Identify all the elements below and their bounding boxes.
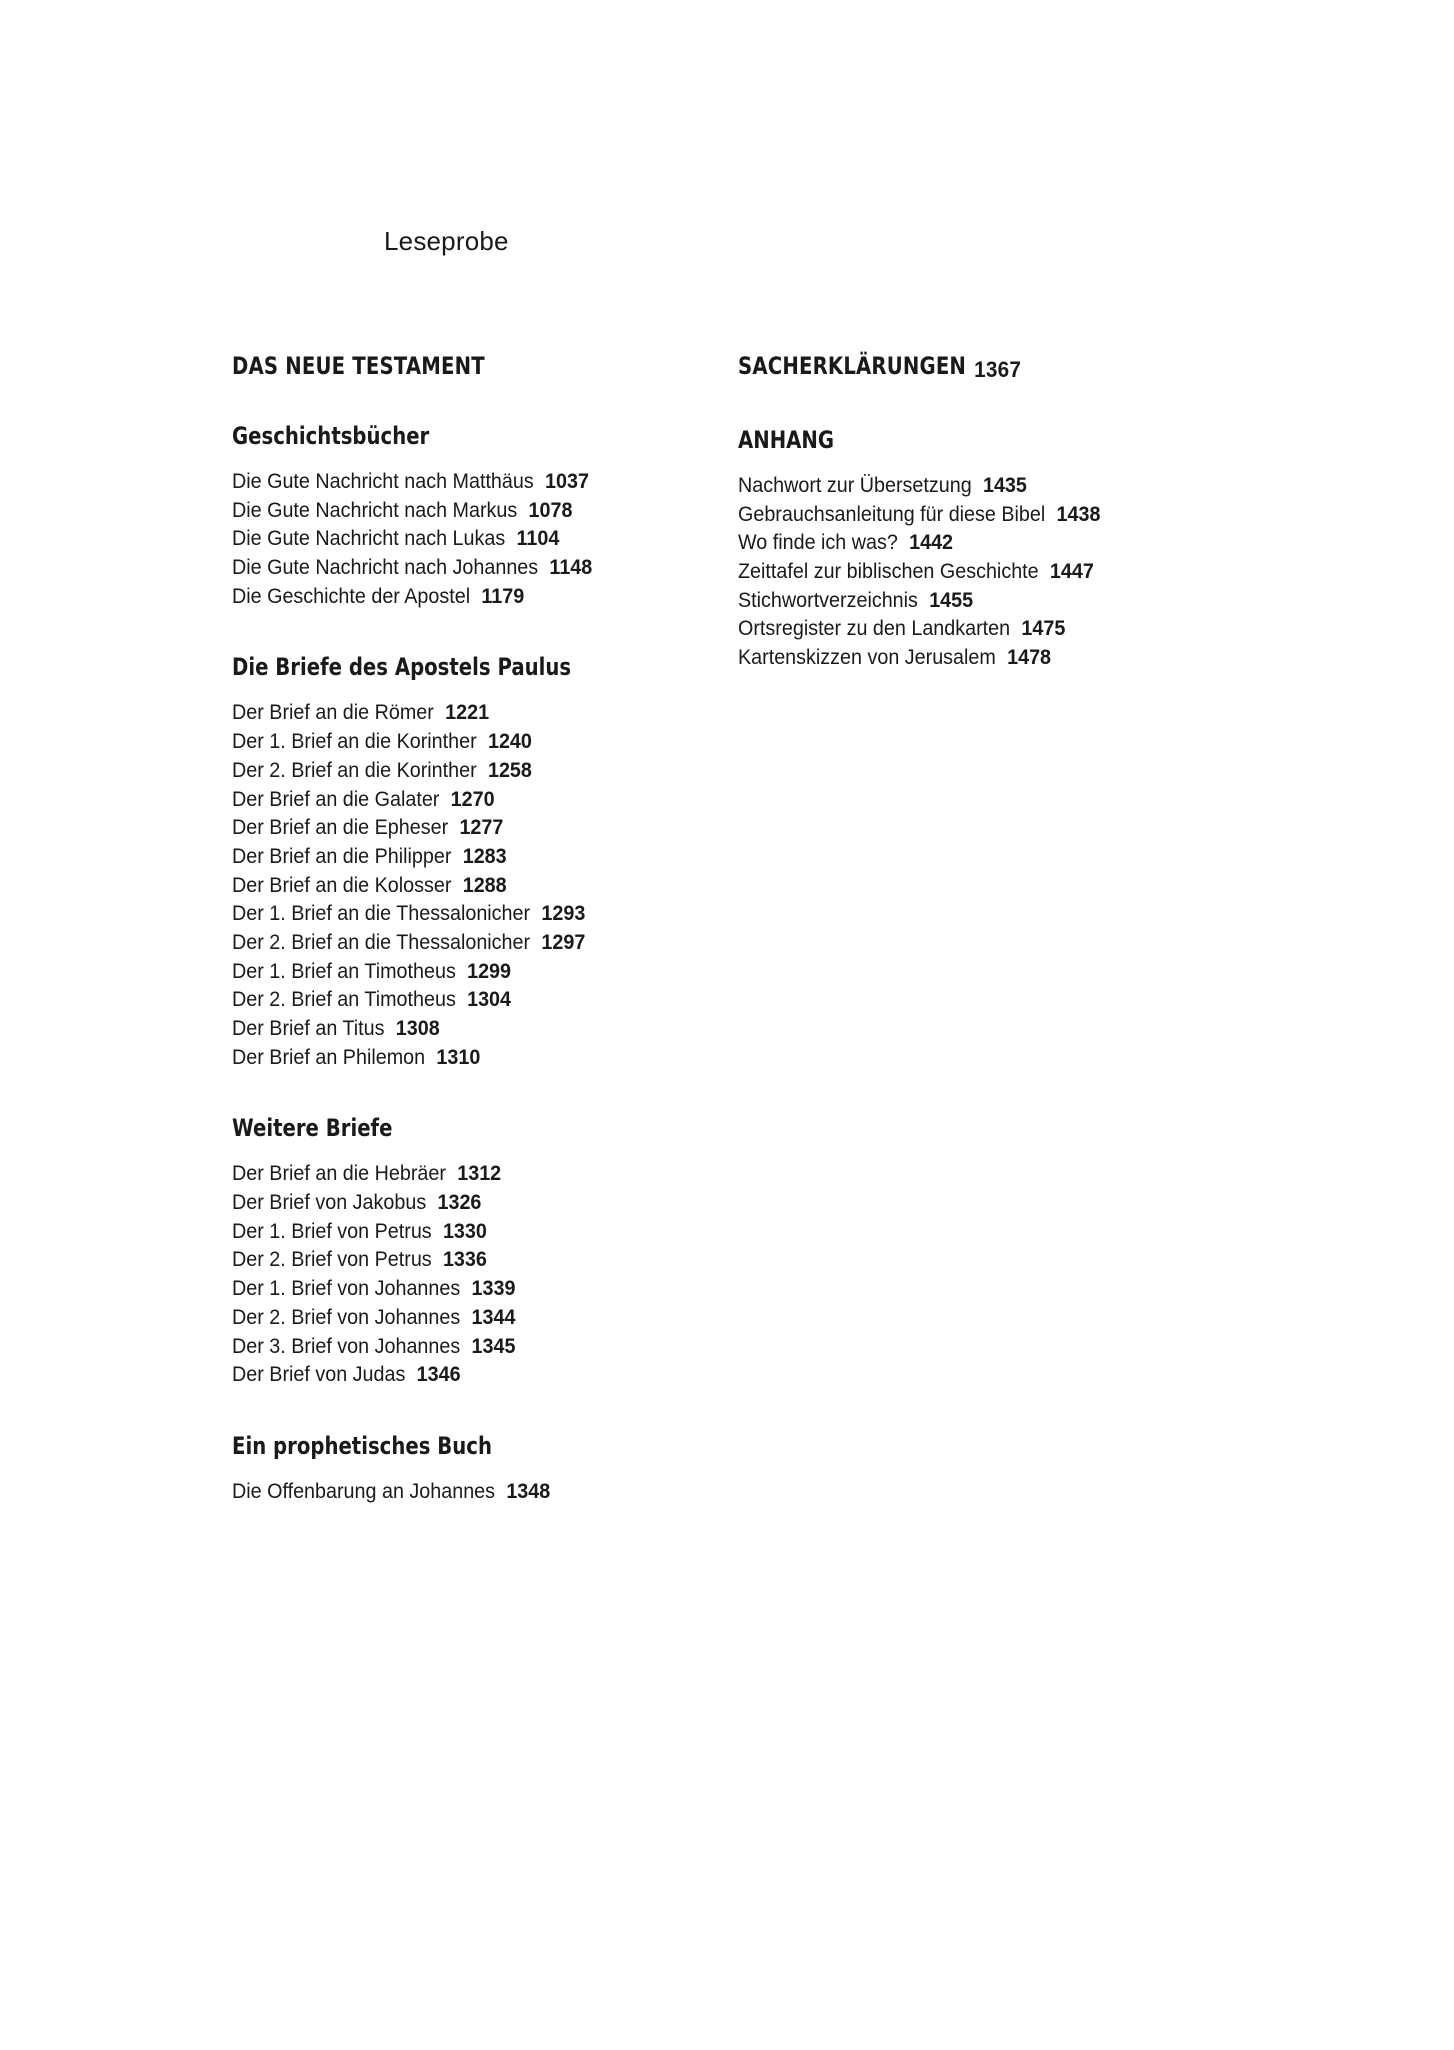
entry-title: Der 2. Brief an Timotheus [232,988,456,1012]
entry-title: Der Brief an die Galater [232,787,440,811]
entry-title: Der 1. Brief von Petrus [232,1219,432,1243]
entry-page-number: 1346 [416,1363,461,1387]
toc-entry[interactable] [738,587,1227,616]
entry-page-number: 1475 [1021,617,1066,641]
toc-section [232,1108,702,1390]
entry-title: Der 2. Brief von Petrus [232,1248,432,1272]
entry-page-number: 1037 [545,470,589,493]
entry-title: Die Gute Nachricht nach Markus [232,498,518,522]
entry-title: Die Geschichte der Apostel [232,584,471,608]
toc-entry[interactable] [232,1361,674,1390]
entry-list [232,699,702,1072]
toc-entry[interactable] [232,497,674,526]
header-label: Leseprobe [384,226,509,256]
toc-entry[interactable] [738,529,1227,558]
toc-left-column [232,346,702,1507]
entry-page-number: 1478 [1007,646,1052,670]
toc-entry[interactable] [232,843,674,872]
toc-entry[interactable] [232,1160,674,1189]
entry-page-number: 1148 [549,556,593,580]
entry-title: Der Brief an die Hebräer [232,1162,446,1186]
toc-entry[interactable] [232,728,674,757]
entry-title: Der 3. Brief von Johannes [232,1334,461,1358]
entry-page-number: 1283 [462,844,507,868]
toc-entry[interactable] [232,1044,674,1073]
entry-title: Die Gute Nachricht nach Matthäus [232,470,534,493]
section-title: Die Briefe des Apostels Paulus [232,653,572,682]
entry-list [232,468,702,611]
toc-entry[interactable] [232,786,674,815]
toc-entry[interactable] [232,1015,674,1044]
entry-page-number: 1310 [436,1045,481,1069]
toc-entry[interactable] [232,872,674,901]
entry-list [232,1478,702,1507]
toc-entry[interactable] [232,583,674,612]
toc-entry[interactable] [232,1218,674,1247]
entry-title: Der 1. Brief an die Korinther [232,730,477,754]
entry-title: Die Gute Nachricht nach Lukas [232,527,506,551]
entry-title: Die Offenbarung an Johannes [232,1479,496,1503]
entry-page-number: 1297 [541,930,586,954]
entry-page-number: 1326 [437,1191,482,1215]
entry-page-number: 1078 [528,498,573,522]
entry-page-number: 1179 [481,584,525,608]
entry-page-number: 1442 [909,531,954,555]
toc-entry[interactable] [232,986,674,1015]
toc-entry[interactable] [738,472,1227,501]
entry-title: Der 2. Brief an die Korinther [232,758,477,782]
toc-sections [232,416,702,1507]
toc-entry[interactable] [738,501,1227,530]
entry-page-number: 1104 [516,527,560,551]
entry-list [232,1160,702,1390]
toc-entry[interactable] [738,644,1227,673]
toc-entry[interactable] [232,1275,674,1304]
entry-title: Der Brief von Judas [232,1363,406,1387]
entry-title: Der Brief an Philemon [232,1045,426,1069]
entry-title: Nachwort zur Übersetzung [738,474,972,497]
toc-entry[interactable] [232,958,674,987]
toc-right-column [738,346,1258,673]
entry-page-number: 1240 [487,730,532,754]
section-title: Weitere Briefe [232,1114,393,1143]
entry-page-number: 1438 [1056,502,1101,526]
entry-title: Wo finde ich was? [738,531,898,555]
entry-title: Der 1. Brief von Johannes [232,1277,461,1301]
toc-section [232,416,702,611]
section-title: Ein prophetisches Buch [232,1431,492,1460]
entry-page-number: 1293 [541,902,586,926]
section-title: Geschichtsbücher [232,422,430,450]
part-title-sacherklaerungen [738,346,1164,386]
entry-page-number: 1344 [471,1305,516,1329]
toc-section [232,647,702,1072]
entry-page-number: 1348 [506,1479,551,1503]
entry-title: Der 2. Brief von Johannes [232,1305,461,1329]
entry-title: Kartenskizzen von Jerusalem [738,646,996,670]
entry-page-number: 1345 [471,1334,516,1358]
toc-entry[interactable] [232,929,674,958]
toc-entry[interactable] [232,757,674,786]
toc-entry[interactable] [232,814,674,843]
toc-entry[interactable] [738,558,1227,587]
toc-entry[interactable] [232,1478,674,1507]
entry-title: Der Brief an die Römer [232,701,434,725]
toc-entry[interactable] [232,699,674,728]
entry-page-number: 1455 [929,588,974,612]
entry-title: Die Gute Nachricht nach Johannes [232,556,539,580]
entry-title: Der Brief an die Kolosser [232,873,452,897]
entry-title: Der Brief von Jakobus [232,1191,427,1215]
entry-title: Gebrauchsanleitung für diese Bibel [738,502,1046,526]
toc-entry[interactable] [232,525,674,554]
entry-title: Zeittafel zur biblischen Geschichte [738,560,1039,584]
part-page-number: 1367 [974,357,1022,382]
toc-entry[interactable] [232,1246,674,1275]
entry-page-number: 1336 [442,1248,487,1272]
entry-page-number: 1277 [459,816,504,840]
entry-page-number: 1308 [395,1017,440,1040]
part-title-text: SACHERKLÄRUNGEN [738,352,967,380]
entry-page-number: 1270 [450,787,495,811]
entry-page-number: 1435 [982,474,1027,497]
entry-title: Der Brief an die Epheser [232,816,449,840]
entry-page-number: 1339 [471,1277,516,1301]
entry-title: Der 1. Brief an Timotheus [232,959,456,983]
entry-title: Stichwortverzeichnis [738,588,918,612]
entry-list [738,472,1258,673]
entry-page-number: 1258 [487,758,532,782]
entry-page-number: 1299 [467,959,512,983]
entry-title: Der Brief an Titus [232,1017,385,1040]
entry-title: Der 2. Brief an die Thessalonicher [232,930,531,954]
toc-section [738,420,1258,673]
toc-section [232,1426,702,1507]
entry-page-number: 1288 [462,873,507,897]
entry-title: Ortsregister zu den Landkarten [738,617,1011,641]
toc-entry[interactable] [738,615,1227,644]
part-title: DAS NEUE TESTAMENT [232,352,485,380]
entry-page-number: 1312 [457,1162,502,1186]
toc-sections [738,420,1258,673]
toc-entry[interactable] [232,1189,674,1218]
toc-entry[interactable] [232,554,674,583]
entry-page-number: 1304 [467,988,512,1012]
entry-page-number: 1447 [1049,560,1094,584]
entry-title: Der 1. Brief an die Thessalonicher [232,902,531,926]
entry-title: Der Brief an die Philipper [232,844,452,868]
entry-page-number: 1221 [445,701,490,725]
toc-entry[interactable] [232,468,674,497]
entry-page-number: 1330 [442,1219,487,1243]
toc-entry[interactable] [232,1304,674,1333]
toc-entry[interactable] [232,1333,674,1362]
toc-entry[interactable] [232,900,674,929]
section-title: ANHANG [738,426,835,454]
